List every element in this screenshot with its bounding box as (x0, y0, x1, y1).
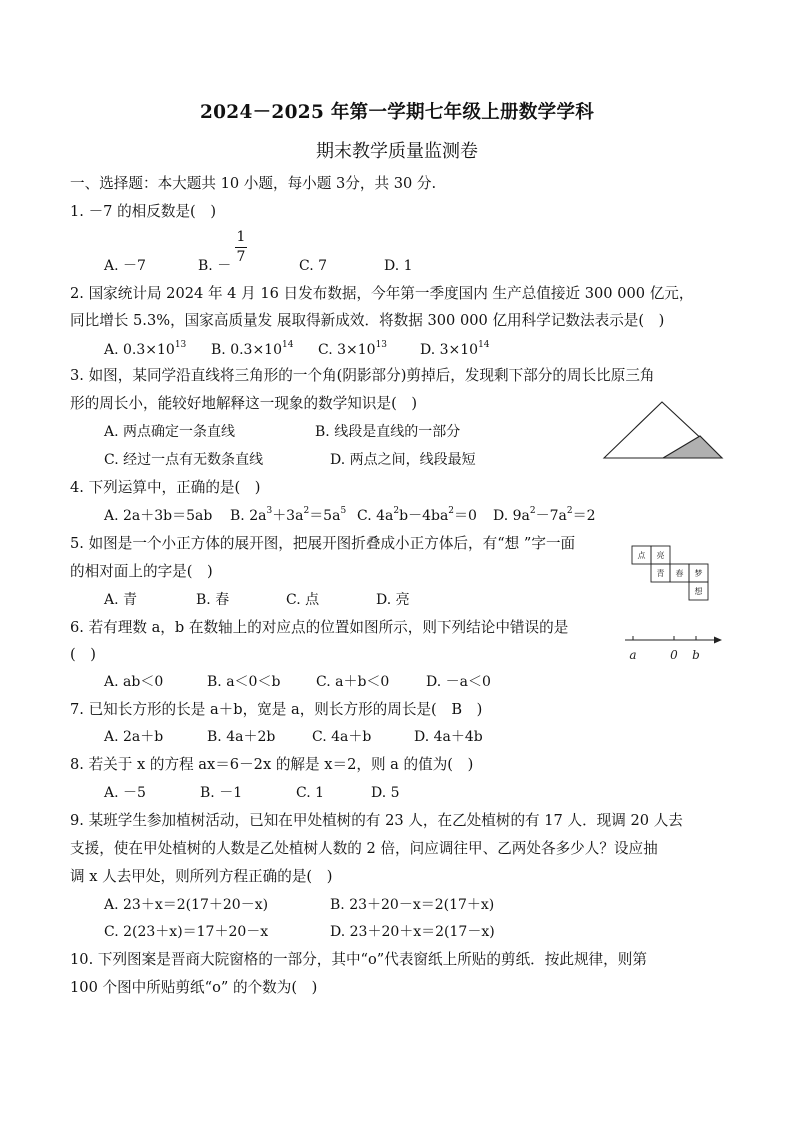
q7-option-b[interactable]: B. 4a＋2b (207, 729, 276, 745)
exam-subtitle: 期末教学质量监测卷 (316, 141, 478, 162)
q6-option-b[interactable]: B. a＜0＜b (207, 674, 281, 690)
q2-option-c[interactable]: C. $3\times 10^{13}$ (318, 340, 388, 358)
q6-option-d[interactable]: D. －a＜0 (426, 674, 491, 690)
q7-stem: 7. 已知长方形的长是 a＋b，宽是 a，则长方形的周长是( B ) (70, 701, 483, 718)
q5-option-c[interactable]: C. 点 (286, 592, 320, 608)
net-face-1: 点 (637, 551, 646, 560)
q3-line-2: 形的周长小，能较好地解释这一现象的数学知识是( ) (70, 395, 418, 412)
q9-line-2: 支援，使在甲处植树的人数是乙处植树人数的 2 倍，问应调往甲、乙两处各多少人？设应抽 (70, 840, 658, 857)
net-face-3: 青 (656, 569, 665, 578)
q3-option-b[interactable]: B. 线段是直线的一部分 (315, 424, 461, 440)
q4-option-c[interactable]: C. $4a^2b-4ba^2=0$ (357, 506, 477, 524)
q8-option-b[interactable]: B. －1 (200, 785, 243, 801)
q2-option-d[interactable]: D. $3\times 10^{14}$ (420, 340, 490, 358)
q8-option-a[interactable]: A. －5 (104, 785, 146, 801)
q1-fraction-numerator: 1 (236, 229, 246, 245)
net-face-2: 亮 (656, 551, 665, 560)
section-heading: 一、选择题：本大题共 10 小题，每小题 3分，共 30 分. (70, 175, 437, 192)
q6-number-line-figure (625, 632, 723, 664)
q4-option-b[interactable]: B. $2a^3+3a^2=5a^5$ (230, 506, 347, 524)
q9-line-1: 9. 某班学生参加植树活动，已知在甲处植树的有 23 人，在乙处植树的有 17 人．现调 20 人去 (70, 812, 683, 829)
q4-option-d[interactable]: D. $9a^2-7a^2=2$ (493, 506, 596, 524)
net-face-6: 想 (694, 587, 703, 596)
q6-line-1: 6. 若有理数 a，b 在数轴上的对应点的位置如图所示，则下列结论中错误的是 (70, 619, 569, 636)
q5-option-d[interactable]: D. 亮 (376, 592, 410, 608)
q5-line-2: 的相对面上的字是( ) (70, 563, 213, 580)
q2-line-2: 同比增长 5.3%，国家高质量发 展取得新成效．将数据 300 000 亿用科学记数法表示是( ) (70, 312, 665, 329)
q1-stem: 1. －7 的相反数是( ) (70, 203, 217, 220)
axis-label-b: b (692, 648, 700, 662)
q3-option-a[interactable]: A. 两点确定一条直线 (104, 424, 236, 440)
q7-option-c[interactable]: C. 4a＋b (312, 729, 372, 745)
q1-fraction-bar (235, 247, 247, 248)
q9-option-b[interactable]: B. 23＋20－x＝2(17＋x) (330, 897, 495, 913)
q9-option-c[interactable]: C. 2(23＋x)＝17＋20－x (104, 924, 269, 940)
q3-option-c[interactable]: C. 经过一点有无数条直线 (104, 452, 264, 468)
q2-option-a[interactable]: A. $0.3\times 10^{13}$ (104, 340, 187, 358)
q3-triangle-figure (603, 400, 725, 462)
q8-option-c[interactable]: C. 1 (296, 785, 325, 801)
axis-label-a: a (629, 648, 637, 662)
net-face-4: 春 (675, 569, 684, 578)
q6-option-c[interactable]: C. a＋b＜0 (316, 674, 390, 690)
q8-stem: 8. 若关于 x 的方程 ax＝6－2x 的解是 x＝2，则 a 的值为( ) (70, 756, 474, 773)
q2-line-1: 2. 国家统计局 2024 年 4 月 16 日发布数据，今年第一季度国内 生产总值接近 300 000 亿元， (70, 285, 694, 302)
q1-option-d[interactable]: D. 1 (384, 258, 413, 274)
q6-option-a[interactable]: A. ab＜0 (104, 674, 164, 690)
q1-fraction-denominator: 7 (236, 249, 246, 265)
exam-title: 2024－2025 年第一学期七年级上册数学学科 (199, 102, 595, 123)
net-face-5: 梦 (694, 569, 703, 578)
q5-line-1: 5. 如图是一个小正方体的展开图，把展开图折叠成小正方体后，有“想 ”字一面 (70, 535, 576, 552)
axis-label-zero: 0 (670, 648, 678, 662)
q7-option-d[interactable]: D. 4a＋4b (414, 729, 483, 745)
q5-option-b[interactable]: B. 春 (196, 592, 230, 608)
q5-cube-net-figure (632, 546, 712, 606)
q8-option-d[interactable]: D. 5 (371, 785, 400, 801)
q7-option-a[interactable]: A. 2a＋b (104, 729, 164, 745)
q3-option-d[interactable]: D. 两点之间，线段最短 (330, 452, 476, 468)
q2-option-b[interactable]: B. $0.3\times 10^{14}$ (211, 340, 294, 358)
q1-option-b[interactable]: B. － (198, 258, 232, 274)
q6-line-2: ( ) (70, 646, 96, 663)
q5-option-a[interactable]: A. 青 (104, 592, 138, 608)
q10-line-2: 100 个图中所贴剪纸“o” 的个数为( ) (70, 979, 318, 996)
q9-line-3: 调 x 人去甲处，则所列方程正确的是( ) (70, 868, 333, 885)
q1-option-c[interactable]: C. 7 (299, 258, 328, 274)
q4-stem: 4. 下列运算中，正确的是( ) (70, 479, 261, 496)
q10-line-1: 10. 下列图案是晋商大院窗格的一部分，其中“o”代表窗纸上所贴的剪纸．按此规律，则第 (70, 951, 647, 968)
q9-option-d[interactable]: D. 23＋20＋x＝2(17－x) (330, 924, 495, 940)
q4-option-a[interactable]: A. 2a＋3b＝5ab (104, 508, 213, 524)
q9-option-a[interactable]: A. 23＋x＝2(17＋20－x) (104, 897, 269, 913)
q1-option-a[interactable]: A. －7 (104, 258, 146, 274)
q3-line-1: 3. 如图，某同学沿直线将三角形的一个角(阴影部分)剪掉后，发现剩下部分的周长比原三角 (70, 367, 655, 384)
